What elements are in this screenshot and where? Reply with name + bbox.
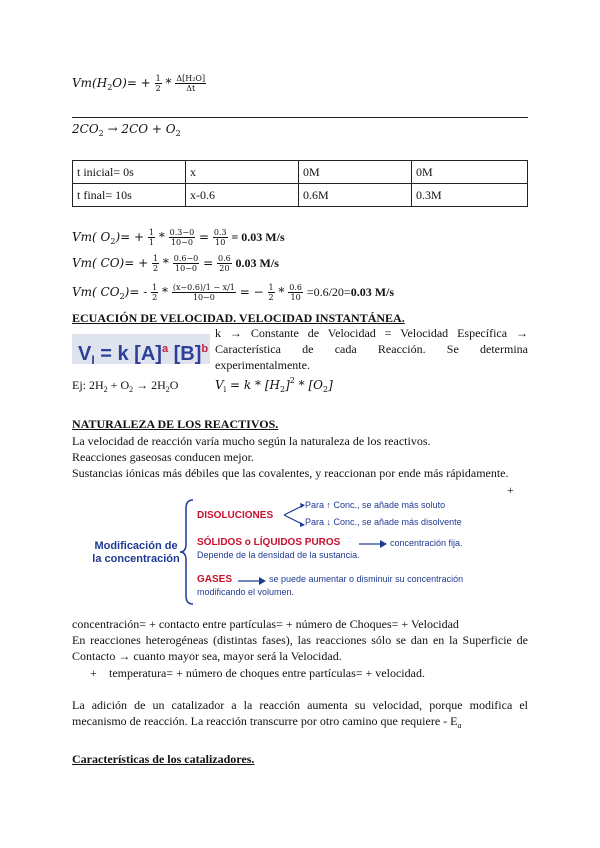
- table-cell: x: [186, 161, 299, 184]
- dis-down-text: Para ↓ Conc., se añade más disolvente: [305, 517, 462, 527]
- instantaneous-rate-equation: $V_i = k * [H_2]^2 * [O_2]$: [215, 376, 333, 394]
- equation-vm-h2o: $Vm(H_2O)=$ + $\frac{1}{2}$ * $\frac{\text{Δ[H₂O]}}{\Delta t}$: [72, 74, 206, 93]
- table-cell: 0.3M: [412, 184, 528, 207]
- equation-vm-co2: Vm( $CO_2)=$ - $\frac{1}{2}$ * $\frac{(x-0.6)/1 - x/1}{10-0}$ = − $\frac{1}{2}$ * $\frac{0.6}{10}$ =0.6/20=0.03 M/s: [72, 283, 395, 302]
- arrow-right-icon: [237, 576, 267, 586]
- paragraph-line: La velocidad de reacción varía mucho según la naturaleza de los reactivos.: [72, 434, 431, 448]
- paragraph-temperatura: temperatura= + número de choques entre partículas= + velocidad.: [109, 666, 425, 680]
- k-description: k → Constante de Velocidad = Velocidad Específica → Característica de cada Reacción. Se determina experimentalmente.: [215, 326, 528, 372]
- label-gases: GASES: [197, 574, 233, 585]
- diagram-title: Modificación de la concentración: [92, 540, 180, 565]
- table-cell: x-0.6: [186, 184, 299, 207]
- plus-sign: +: [507, 483, 514, 497]
- concentration-diagram: [72, 492, 528, 610]
- section-heading-catalizadores: Características de los catalizadores.: [72, 752, 255, 766]
- table-cell: 0M: [412, 161, 528, 184]
- arrow-right-icon: [358, 539, 388, 549]
- reaction-equation: $2CO_2 \to 2CO + O_2$: [72, 122, 181, 138]
- equation-vm-co: Vm( CO)= + $\frac{1}{2}$ * $\frac{0.6-0}{10-0}$ = $\frac{0.6}{20}$ 0.03 M/s: [72, 254, 279, 273]
- label-solidos: SÓLIDOS o LÍQUIDOS PUROS: [197, 537, 341, 548]
- table-cell: 0.6M: [299, 184, 412, 207]
- solidos-note: Depende de la densidad de la sustancia.: [197, 550, 360, 560]
- paragraph-catalizador: La adición de un catalizador a la reacción aumenta su velocidad, porque modifica el mecanismo de reacción. La reacción transcurre por otro camino que requiere - $E_a$: [72, 698, 528, 730]
- table-cell: t final= 10s: [73, 184, 186, 207]
- paragraph-line: Reacciones gaseosas conducen mejor.: [72, 450, 254, 464]
- section-heading-naturaleza: NATURALEZA DE LOS REACTIVOS.: [72, 417, 279, 431]
- table-row: [73, 184, 528, 207]
- example-reaction: Ej: $2H_2 + O_2 \to 2H_2O$: [72, 378, 179, 394]
- section-heading-ecuacion: ECUACIÓN DE VELOCIDAD. VELOCIDAD INSTANTÁNEA.: [72, 311, 405, 325]
- equation-vm-o2: Vm( $O_2)=$ + $\frac{1}{1}$ * $\frac{0.3-0}{10-0}$ = $\frac{0.3}{10}$ = 0.03 M/s: [72, 228, 285, 247]
- rate-law-badge: $V_I = k$ $[A]^a$ $[B]^b$: [72, 334, 210, 364]
- concentration-table: [72, 160, 528, 207]
- paragraph-heterogeneas: En reacciones heterogéneas (distintas fases), las reacciones sólo se dan en la Superficie de Contacto → cuanto mayor sea, mayor será la Velocidad.: [72, 633, 528, 663]
- gases-text: se puede aumentar o disminuir su concentración: [269, 574, 464, 584]
- solidos-arrow-text: concentración fija.: [390, 538, 463, 548]
- table-cell: t inicial= 0s: [73, 161, 186, 184]
- brace-icon: [178, 498, 196, 606]
- paragraph-line: concentración= + contacto entre partículas= + número de Choques= + Velocidad: [72, 617, 459, 631]
- bullet-plus: +: [90, 666, 97, 680]
- table-row: [73, 161, 528, 184]
- table-cell: 0M: [299, 161, 412, 184]
- label-disoluciones: DISOLUCIONES: [197, 510, 274, 521]
- gases-text-2: modificando el volumen.: [197, 587, 295, 597]
- dis-up-text: Para ↑ Conc., se añade más soluto: [305, 500, 446, 510]
- divider-line: [72, 117, 528, 118]
- paragraph-line: Sustancias iónicas más débiles que las covalentes, y reaccionan por ende más rápidamente.: [72, 466, 509, 480]
